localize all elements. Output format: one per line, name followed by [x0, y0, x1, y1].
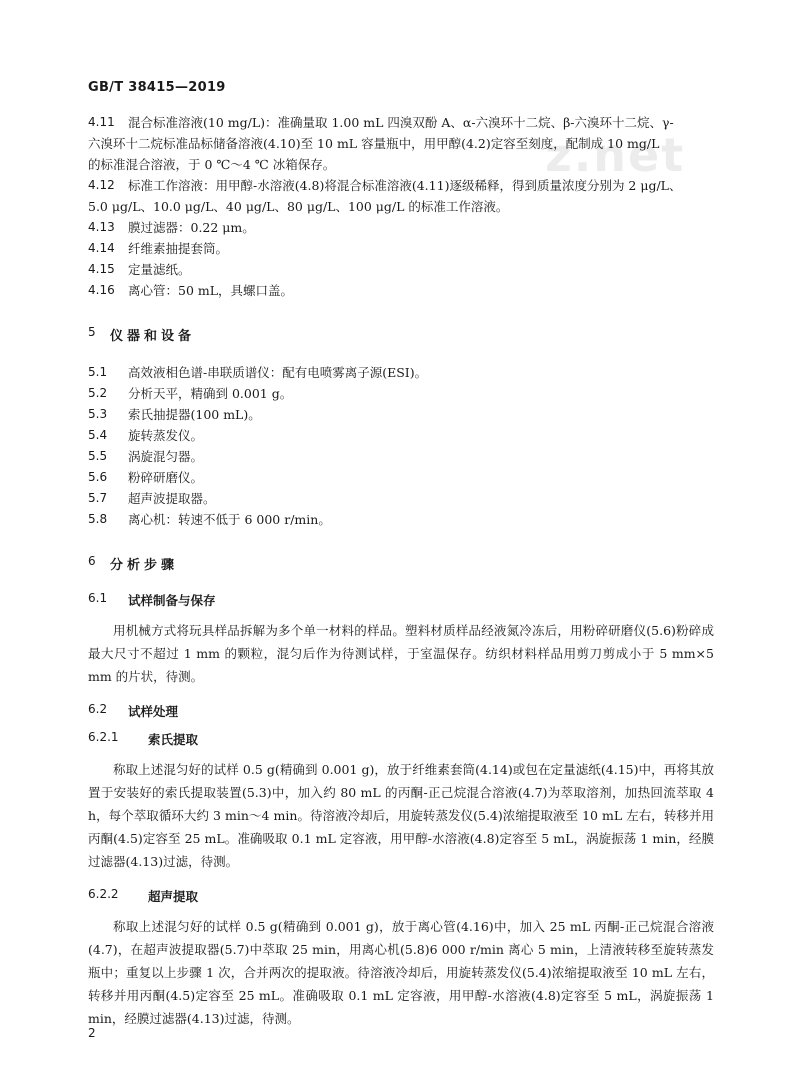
clause-text: 的标准混合溶液，于 0 ℃～4 ℃ 冰箱保存。: [88, 157, 336, 172]
clause-number: 5.2: [88, 386, 108, 400]
subsection-6-2-2-heading: [88, 887, 714, 905]
clause-4-11: [88, 112, 714, 175]
section-5-heading: [88, 325, 714, 344]
clause-4-14: [88, 238, 714, 259]
clause-4-16: [88, 280, 714, 301]
subsection-number: 6.2.1: [88, 730, 119, 744]
clause-5-5: [88, 446, 714, 467]
section-number: 6: [88, 554, 96, 568]
watermark: z.net: [545, 128, 686, 182]
clause-number: 4.16: [88, 283, 115, 297]
section-title: 分析步骤: [110, 558, 179, 573]
clause-5-3: [88, 404, 714, 425]
section-6-heading: [88, 554, 714, 573]
subsection-number: 6.2: [88, 702, 108, 716]
clause-4-13: [88, 217, 714, 238]
clause-5-7: [88, 488, 714, 509]
clause-number: 4.12: [88, 178, 115, 192]
clause-text: 离心机：转速不低于 6 000 r/min。: [128, 512, 331, 527]
standard-code: GB/T 38415—2019: [88, 80, 226, 95]
clause-text: 旋转蒸发仪。: [128, 428, 204, 443]
clause-5-6: [88, 467, 714, 488]
page-content: [88, 112, 714, 1030]
clause-text: 六溴环十二烷标准品标储备溶液(4.10)至 10 mL 容量瓶中，用甲醇(4.2)定容至刻度，配制成 10 mg/L: [88, 136, 660, 151]
clause-number: 4.13: [88, 220, 115, 234]
paragraph-6-2-1: 称取上述混匀好的试样 0.5 g(精确到 0.001 g)，放于纤维素套筒(4.14)或包在定量滤纸(4.15)中，再将其放置于安装好的索氏提取装置(5.3)中，加入约 80 mL 的丙酮-正己烷混合溶液(4.7)为萃取溶剂，加热回流萃取 4 h，每个萃取循环大约 3 min～4 min。待溶液冷却后，用旋转蒸发仪(5.4)浓缩提取液至 10 mL 左右，转移并用丙酮(4.5)定容至 25 mL。准确吸取 0.1 mL 定容液，用甲醇-水溶液(4.8)定容至 5 mL，涡旋振荡 1 min，经膜过滤器(4.13)过滤，待测。: [88, 762, 714, 869]
clause-text: 粉碎研磨仪。: [128, 470, 204, 485]
paragraph-6-2-2: 称取上述混匀好的试样 0.5 g(精确到 0.001 g)，放于离心管(4.16)中，加入 25 mL 丙酮-正己烷混合溶液(4.7)，在超声波提取器(5.7)中萃取 25 min，用离心机(5.8)6 000 r/min 离心 5 min，上清液转移至旋转蒸发瓶中；重复以上步骤 1 次，合并两次的提取液。待溶液冷却后，用旋转蒸发仪(5.4)浓缩提取液至 10 mL 左右，转移并用丙酮(4.5)定容至 25 mL。准确吸取 0.1 mL 定容液，用甲醇-水溶液(4.8)定容至 5 mL，涡旋振荡 1 min，经膜过滤器(4.13)过滤，待测。: [88, 919, 714, 1026]
subsection-title: 试样制备与保存: [128, 593, 216, 608]
clause-4-12: [88, 175, 714, 217]
clause-5-8: [88, 509, 714, 530]
subsection-6-2-1-heading: [88, 730, 714, 748]
clause-text: 分析天平，精确到 0.001 g。: [128, 386, 293, 401]
clause-text: 涡旋混匀器。: [128, 449, 204, 464]
clause-number: 5.5: [88, 449, 108, 463]
clause-number: 5.8: [88, 512, 108, 526]
clause-text: 超声波提取器。: [128, 491, 216, 506]
clause-number: 5.1: [88, 365, 108, 379]
section-number: 5: [88, 325, 96, 339]
clause-5-4: [88, 425, 714, 446]
clause-text: 混合标准溶液(10 mg/L)：准确量取 1.00 mL 四溴双酚 A、α-六溴环十二烷、β-六溴环十二烷、γ-: [128, 115, 674, 130]
subsection-title: 试样处理: [128, 704, 179, 719]
section-title: 仪器和设备: [110, 329, 196, 344]
clause-number: 5.3: [88, 407, 108, 421]
clause-text: 定量滤纸。: [128, 262, 191, 277]
clause-text: 纤维素抽提套筒。: [128, 241, 229, 256]
clause-5-1: [88, 362, 714, 383]
clause-text: 离心管：50 mL，具螺口盖。: [128, 283, 294, 298]
clause-number: 5.4: [88, 428, 108, 442]
subsection-6-1-heading: [88, 591, 714, 609]
subsection-title: 索氏提取: [148, 732, 199, 747]
clause-4-15: [88, 259, 714, 280]
paragraph-6-1: 用机械方式将玩具样品拆解为多个单一材料的样品。塑料材质样品经液氮冷冻后，用粉碎研磨仪(5.6)粉碎成最大尺寸不超过 1 mm 的颗粒，混匀后作为待测试样，于室温保存。纺织材料样品用剪刀剪成小于 5 mm×5 mm 的片状，待测。: [88, 623, 714, 684]
clause-number: 4.11: [88, 115, 115, 129]
clause-number: 4.14: [88, 241, 115, 255]
clause-text: 膜过滤器：0.22 μm。: [128, 220, 255, 235]
subsection-number: 6.1: [88, 591, 108, 605]
clause-text: 5.0 μg/L、10.0 μg/L、40 μg/L、80 μg/L、100 μg/L 的标准工作溶液。: [88, 199, 509, 214]
clause-number: 4.15: [88, 262, 115, 276]
clause-number: 5.6: [88, 470, 108, 484]
page-number: 2: [88, 1026, 96, 1040]
clause-5-2: [88, 383, 714, 404]
subsection-number: 6.2.2: [88, 887, 119, 901]
clause-text: 标准工作溶液：用甲醇-水溶液(4.8)将混合标准溶液(4.11)逐级稀释，得到质量浓度分别为 2 μg/L、: [128, 178, 682, 193]
clause-text: 高效液相色谱-串联质谱仪：配有电喷雾离子源(ESI)。: [128, 365, 428, 380]
clause-number: 5.7: [88, 491, 108, 505]
subsection-6-2-heading: [88, 702, 714, 720]
clause-text: 索氏抽提器(100 mL)。: [128, 407, 261, 422]
subsection-title: 超声提取: [148, 889, 199, 904]
